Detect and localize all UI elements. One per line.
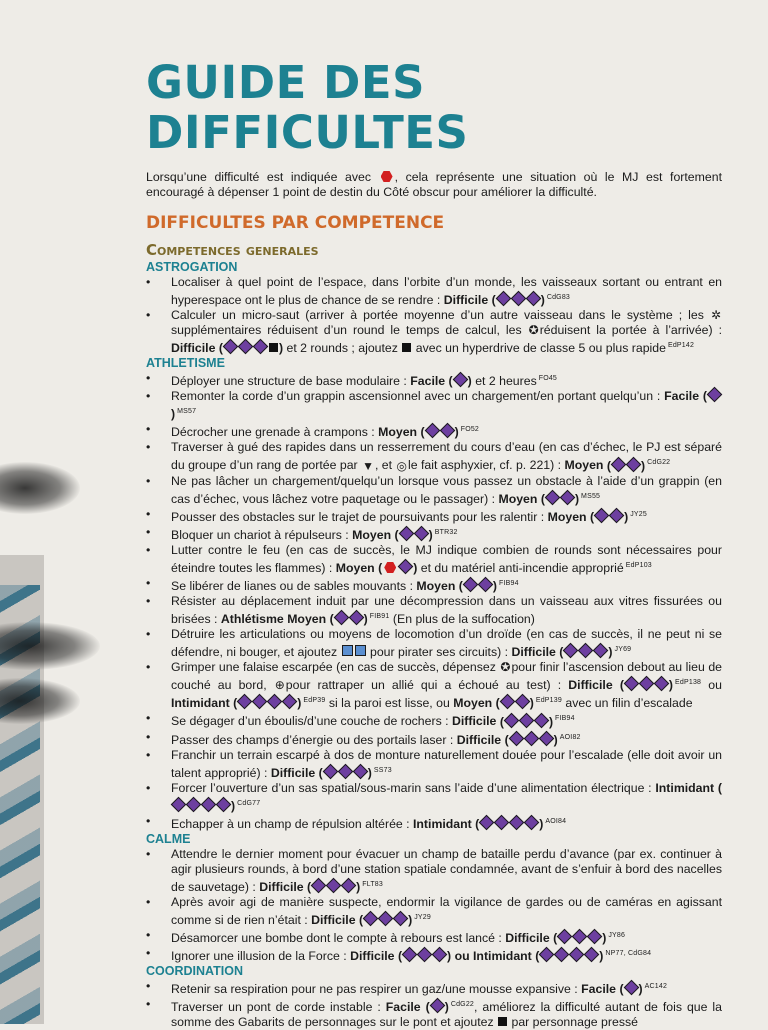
item-text: ( ) [330,612,368,626]
purple-difficulty-die-icon [417,947,433,963]
item-text: Moyen [378,425,418,440]
purple-difficulty-die-icon [569,947,585,963]
item-text: Lutter contre le feu (en cas de succès, le MJ indique combien de rounds sont nécessaires pour éteindre toutes les flammes) : [171,542,722,575]
calme-list [146,847,722,964]
item-text: Se libérer de lianes ou de sables mouvants : [171,579,413,594]
purple-difficulty-die-icon [509,815,525,831]
purple-difficulty-die-icon [216,797,232,813]
item-text: et du matériel anti-incendie approprié [420,560,624,575]
purple-difficulty-die-icon [352,763,368,779]
item-text: Moyen [416,579,456,594]
item-text: Moyen [564,458,604,473]
purple-difficulty-die-icon [557,929,573,945]
item-text: Difficile [259,879,304,894]
purple-difficulty-die-icon [452,372,468,388]
item-text: Franchir un terrain escarpé à dos de monture naturellement douée pour l’escalade (elle doit avoir un talent approprié) : [171,747,722,780]
item-text: pour pirater ses circuits) : [369,645,509,660]
list-item [146,781,722,814]
item-text: JY86 [608,932,626,940]
item-text: avec un hyperdrive de classe 5 ou plus rapide [415,341,666,356]
list-item [146,928,722,946]
item-text: FLT83 [362,880,383,888]
purple-difficulty-die-icon [523,730,539,746]
athletisme-list [146,371,722,832]
list-item [146,525,722,543]
item-text: Facile [664,389,700,404]
threat-icon: ◎ [396,458,407,473]
list-item [146,997,722,1030]
item-text: Difficile [568,678,613,693]
page-content [146,58,722,1030]
red-dark-side-hexagon-icon [384,562,396,573]
purple-difficulty-die-icon [587,929,603,945]
despair-icon: ▼ [362,458,374,473]
item-text: Remonter la corde d’un grappin ascensionnel avec un chargement/en portant quelqu’un : [171,389,661,404]
item-text: Moyen [498,491,538,506]
item-text: Moyen [352,527,392,542]
purple-difficulty-die-icon [578,643,594,659]
item-text: BTR32 [434,528,458,536]
item-text: ( ) [219,341,283,355]
purple-difficulty-die-icon [171,797,187,813]
item-text: Passer des champs d’énergie ou des portails laser : [171,732,454,747]
item-text: Forcer l’ouverture d’un sas spatial/sous-marin sans l’aide d’une alimentation électrique : [171,780,652,795]
item-text: ( ) [359,913,412,927]
purple-difficulty-die-icon [534,712,550,728]
list-item [146,979,722,997]
item-text: Résister au déplacement induit par une décompression dans un vaisseau aux vitres fissurées ou brisées : [171,594,722,627]
item-text: Ne pas lâcher un chargement/quelqu’un lorsque vous passez un obstacle à l’aide d’un grappin (en cas d’échec, vous lâchez votre paquetage ou le passager) : [171,473,722,506]
item-text: Echapper à un champ de répulsion altérée : [171,816,410,831]
item-text: ( ) [395,528,433,542]
item-text: EdP138 [675,679,702,687]
item-text: Traverser à gué des rapides dans un resserrement du cours d’eau (en cas d’échec, le PJ est séparé du groupe d’un rang de portée par [171,440,722,473]
item-text: ( ) [319,766,372,780]
purple-difficulty-die-icon [611,456,627,472]
list-item [146,895,722,928]
purple-difficulty-die-icon [609,507,625,523]
purple-difficulty-die-icon [524,815,540,831]
item-text: pour rattraper un allié qui a échoué au test) : [285,678,562,693]
item-text: CdG22 [450,1001,475,1009]
blue-boost-die-icon [355,645,366,656]
purple-difficulty-die-icon [499,694,515,710]
item-text: ( ) [553,931,606,945]
item-text: ( ) [500,715,553,729]
item-text: Attendre le dernier moment pour évacuer un champ de bataille perdu d’avance (par ex. continuer à agir plusieurs rounds, à bord d’une station spatiale condamnée, avant de s’enfuir à bord des nacelles de sauvetage) : [171,846,722,894]
item-text: Grimper une falaise escarpée (en cas de succès, dépensez [171,660,496,675]
item-text: CdG77 [237,799,261,807]
item-text: JY25 [630,510,647,518]
purple-difficulty-die-icon [267,694,283,710]
item-text: FIB94 [499,579,519,587]
item-text: le fait asphyxier, cf. p. 221) : [407,458,562,473]
item-text: Moyen [335,560,375,575]
item-text: EdP142 [667,342,695,350]
item-text: Pousser des obstacles sur le trajet de poursuivants pour les ralentir : [171,509,545,524]
list-item [146,730,722,748]
purple-difficulty-die-icon [341,878,357,894]
list-item [146,308,722,356]
item-text: Se dégager d’un éboulis/d’une couche de rochers : [171,714,449,729]
list-item [146,627,722,660]
list-item [146,422,722,440]
purple-difficulty-die-icon [519,712,535,728]
item-text: Désamorcer une bombe dont le compte à rebours est lancé : [171,931,502,946]
item-text: ( ) [426,1000,449,1014]
list-item [146,814,722,832]
item-text: EdP139 [535,697,562,705]
list-item [146,440,722,473]
triumph-icon: ⊕ [274,678,285,693]
purple-difficulty-die-icon [654,676,670,692]
purple-difficulty-die-icon [508,730,524,746]
item-text: Difficile [443,293,489,308]
purple-difficulty-die-icon [393,911,409,927]
item-text: AOI84 [545,817,567,825]
purple-difficulty-die-icon [253,339,269,355]
purple-difficulty-die-icon [252,694,268,710]
intro-paragraph: Lorsqu’une difficulté est indiquée avec , cela représente une situation où le MJ est fortement encouragé à dépenser 1 point de destin du Côté obscur pour améliorer la difficulté. [146,170,722,199]
item-text: ( ) [535,949,603,963]
purple-difficulty-die-icon [333,610,349,626]
item-text: Intimidant [171,696,230,711]
item-text: ( ) [421,425,459,439]
skill-heading-calme: CALME [146,831,191,846]
list-item [146,474,722,507]
purple-difficulty-die-icon [538,730,554,746]
item-text: Bloquer un chariot à répulseurs : [171,527,349,542]
purple-difficulty-die-icon [463,577,479,593]
purple-difficulty-die-icon [539,947,555,963]
item-text: Déployer une structure de base modulaire : [171,374,407,389]
item-text: supplémentaires réduisent d’un round le temps de calcul, les [171,323,522,338]
purple-difficulty-die-icon [322,763,338,779]
list-item [146,543,722,576]
purple-difficulty-die-icon [560,489,576,505]
item-text: Difficile [505,931,550,946]
purple-difficulty-die-icon [563,643,579,659]
purple-difficulty-die-icon [572,929,588,945]
item-text: Moyen [453,696,493,711]
item-text: réduisent la portée à l’arrivée) : [539,323,722,338]
item-text: Localiser à quel point de l’espace, dans l’orbite d’un monde, les vaisseaux sortant ou entrant en hyperespace ont le plus de chance de se rendre : [171,275,722,308]
item-text: FO52 [460,426,480,434]
purple-difficulty-die-icon [237,694,253,710]
threat-icon: ✪ [528,323,539,338]
list-item [146,371,722,389]
blue-boost-die-icon [342,645,353,656]
list-item [146,389,722,422]
item-text: ( ) [233,696,301,710]
list-item [146,576,722,594]
item-text: JY29 [414,913,431,921]
item-text: Athlétisme Moyen [220,612,327,627]
list-item [146,275,722,308]
skill-heading-astrogation: ASTROGATION [146,260,238,274]
purple-difficulty-die-icon [432,947,448,963]
item-text: ( ) [607,459,645,473]
item-text: et 2 heures [475,374,537,389]
astrogation-list [146,275,722,356]
item-text: FIB91 [369,613,390,621]
purple-difficulty-die-icon [479,815,495,831]
purple-difficulty-die-icon [624,676,640,692]
item-text: MS57 [177,408,197,416]
item-text: ( ) [307,880,360,894]
item-text: , améliorez la difficulté autant de fois que la somme des Gabarits de personnages sur le pont et ajoutez [171,1000,722,1030]
list-item [146,507,722,525]
purple-difficulty-die-icon [504,712,520,728]
subsection-title: Competences generales [146,241,319,259]
item-text: si la paroi est lisse, ou [328,696,450,711]
item-text: () [171,781,722,813]
item-text: Difficile [270,765,316,780]
red-dark-side-hexagon-icon [381,171,393,182]
item-text: NP77, CdG84 [605,950,652,958]
item-text: Difficile [451,714,497,729]
purple-difficulty-die-icon [337,763,353,779]
list-item [146,594,722,627]
item-text: CdG22 [647,459,671,467]
item-text: Difficile [311,913,356,928]
item-text: ( ) [496,696,534,710]
purple-difficulty-die-icon [494,815,510,831]
section-title: DIFFICULTES PAR COMPETENCE [146,213,445,233]
item-text: ( ) [475,817,543,831]
item-text: Difficile [511,645,556,660]
purple-difficulty-die-icon [378,911,394,927]
purple-difficulty-die-icon [545,489,561,505]
item-text: par personnage pressé [511,1015,638,1030]
purple-difficulty-die-icon [282,694,298,710]
item-text: (En plus de la suffocation) [392,612,535,627]
purple-difficulty-die-icon [439,423,455,439]
item-text: ou Intimidant [454,949,532,964]
item-text: Ignorer une illusion de la Force : [171,949,347,964]
purple-difficulty-die-icon [186,797,202,813]
purple-difficulty-die-icon [413,526,429,542]
item-text: Après avoir agi de manière suspecte, endormir la vigilance de gardes ou de caméras en agissant comme si de rien n’était : [171,894,722,928]
item-text [223,341,279,356]
item-text: ( ) [378,561,417,575]
purple-difficulty-die-icon [593,643,609,659]
coordination-list [146,979,722,1030]
purple-difficulty-die-icon [623,980,639,996]
item-text: pour finir l’ascension debout au lieu de couché au bord, [171,660,722,693]
decorative-smudge [0,622,100,670]
item-text: ou [708,678,722,693]
item-text: FO45 [538,375,558,383]
item-text: ( ) [505,733,558,747]
purple-difficulty-die-icon [707,387,723,403]
skill-heading-coordination: COORDINATION [146,964,243,979]
list-item [146,660,722,711]
purple-difficulty-die-icon [201,797,217,813]
purple-difficulty-die-icon [348,610,364,626]
purple-difficulty-die-icon [311,878,327,894]
item-text: Moyen [547,509,587,524]
page-title: GUIDE DES DIFFICULTES [146,56,469,159]
purple-difficulty-die-icon [525,291,541,307]
list-item [146,946,722,964]
item-text [496,293,541,308]
item-text: Facile [385,1000,421,1015]
purple-difficulty-die-icon [238,339,254,355]
item-text: ( ) [398,949,451,963]
item-text: Intimidant [655,780,715,795]
purple-difficulty-die-icon [584,947,600,963]
item-text: Facile [581,982,617,997]
item-text: SS73 [373,766,392,774]
item-text: EdP39 [303,697,326,705]
threat-icon: ✪ [500,660,511,675]
purple-difficulty-die-icon [398,559,414,575]
item-text: MS55 [581,492,601,500]
skill-heading-athletisme: ATHLETISME [146,356,225,371]
purple-difficulty-die-icon [429,998,445,1014]
item-text: ( ) [619,982,642,996]
item-text: AC142 [644,983,668,991]
item-text: ( ) [459,579,497,593]
purple-difficulty-die-icon [478,577,494,593]
item-text: avec un filin d’escalade [565,696,693,711]
item-text: Décrocher une grenade à crampons : [171,425,375,440]
item-text: FIB94 [555,715,575,723]
item-text: ( ) [559,645,612,659]
item-text: Calculer un micro-saut (arriver à portée moyenne d’un autre vaisseau dans le système ; les [171,308,704,323]
item-text: EdP103 [625,561,652,569]
item-text: Intimidant [413,816,472,831]
purple-difficulty-die-icon [402,947,418,963]
item-text: ( ) [449,374,472,388]
decorative-smudge [0,462,80,514]
item-text: Difficile [350,949,395,964]
item-text: () [171,389,722,421]
purple-difficulty-die-icon [495,291,511,307]
item-text: et 2 rounds ; ajoutez [286,341,398,356]
item-text: Traverser un pont de corde instable : [171,1000,381,1015]
item-text: ( ) [590,510,628,524]
item-text: Difficile [171,341,216,356]
purple-difficulty-die-icon [594,507,610,523]
item-text: Détruire les articulations ou moyens de locomotion d’un droïde (en cas de succès, il ne peut ni se défendre, ni bouger, et ajoutez [171,627,722,660]
item-text: ( ) [492,293,545,307]
item-text: Retenir sa respiration pour ne pas respirer un gaz/une mousse expansive : [171,982,578,997]
purple-difficulty-die-icon [326,878,342,894]
purple-difficulty-die-icon [626,456,642,472]
black-setback-die-icon [269,343,278,352]
black-setback-die-icon [498,1017,507,1026]
item-text: AOI82 [559,733,581,741]
purple-difficulty-die-icon [639,676,655,692]
decorative-smudge [0,678,80,724]
list-item [146,711,722,729]
purple-difficulty-die-icon [554,947,570,963]
purple-difficulty-die-icon [424,423,440,439]
list-item [146,748,722,781]
black-setback-die-icon [402,343,411,352]
list-item [146,847,722,895]
purple-difficulty-die-icon [363,911,379,927]
purple-difficulty-die-icon [223,339,239,355]
item-text: ( ) [541,492,579,506]
item-text: Facile [410,374,446,389]
item-text: JY69 [614,646,632,654]
item-text: Difficile [456,732,502,747]
purple-difficulty-die-icon [398,526,414,542]
advantage-icon: ✲ [710,308,721,323]
purple-difficulty-die-icon [514,694,530,710]
item-text: CdG83 [546,294,571,301]
item-text: , et [374,458,393,473]
purple-difficulty-die-icon [510,291,526,307]
item-text: ( ) [620,678,673,692]
